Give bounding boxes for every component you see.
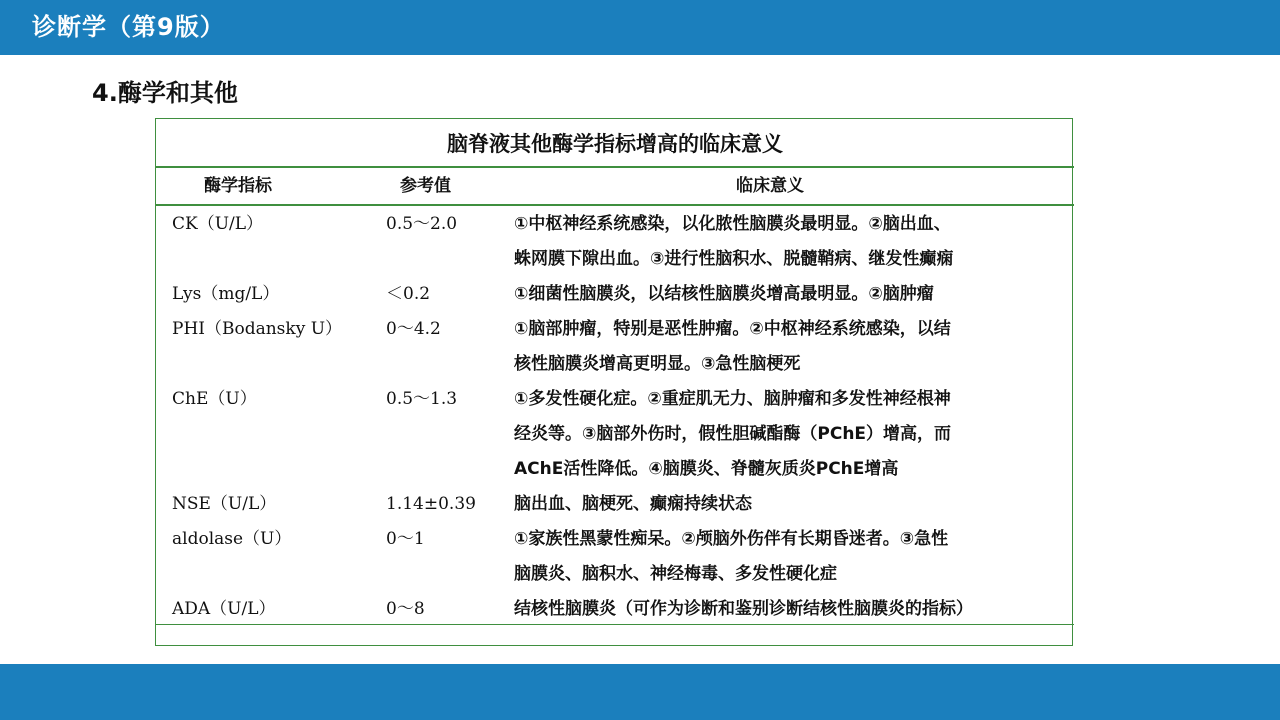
row-significance-line: 蛛网膜下隙出血。③进行性脑积水、脱髓鞘病、继发性癫痫 <box>514 249 954 269</box>
table-rule-header <box>156 204 1074 206</box>
bottom-banner <box>0 664 1280 720</box>
book-title: 诊断学（第9版） <box>32 13 225 41</box>
top-banner <box>0 0 1280 55</box>
row-significance-line: ①细菌性脑膜炎，以结核性脑膜炎增高最明显。②脑肿瘤 <box>514 284 934 304</box>
row-significance-line: 核性脑膜炎增高更明显。③急性脑梗死 <box>514 354 801 374</box>
row-significance-line: ①多发性硬化症。②重症肌无力、脑肿瘤和多发性神经根神 <box>514 389 951 409</box>
row-significance-line: 脑膜炎、脑积水、神经梅毒、多发性硬化症 <box>514 564 837 584</box>
column-header-reference: 参考值 <box>400 176 451 196</box>
row-reference: 0～4.2 <box>386 319 441 339</box>
row-significance-line: 经炎等。③脑部外伤时，假性胆碱酯酶（PChE）增高，而 <box>514 424 952 444</box>
row-reference: 0～8 <box>386 599 425 619</box>
row-significance-line: AChE活性降低。④脑膜炎、脊髓灰质炎PChE增高 <box>514 459 899 479</box>
row-significance-line: ①家族性黑蒙性痴呆。②颅脑外伤伴有长期昏迷者。③急性 <box>514 529 949 549</box>
table-caption: 脑脊液其他酶学指标增高的临床意义 <box>447 132 783 156</box>
row-significance-line: ①中枢神经系统感染，以化脓性脑膜炎最明显。②脑出血、 <box>514 214 951 234</box>
row-reference: 1.14±0.39 <box>386 494 476 514</box>
row-significance-line: 结核性脑膜炎（可作为诊断和鉴别诊断结核性脑膜炎的指标） <box>514 599 973 619</box>
row-reference: ＜0.2 <box>386 284 431 304</box>
enzyme-table <box>155 118 1073 646</box>
row-reference: 0.5～1.3 <box>386 389 458 409</box>
row-reference: 0～1 <box>386 529 425 549</box>
table-rule-top <box>156 166 1074 168</box>
column-header-indicator: 酶学指标 <box>204 176 272 196</box>
row-indicator: aldolase（U） <box>172 529 292 549</box>
row-significance-line: ①脑部肿瘤，特别是恶性肿瘤。②中枢神经系统感染，以结 <box>514 319 951 339</box>
row-indicator: ADA（U/L） <box>172 599 276 619</box>
row-indicator: ChE（U） <box>172 389 257 409</box>
row-indicator: PHI（Bodansky U） <box>172 319 343 339</box>
row-indicator: CK（U/L） <box>172 214 264 234</box>
section-heading: 4.酶学和其他 <box>92 79 238 107</box>
row-indicator: Lys（mg/L） <box>172 284 280 304</box>
column-header-significance: 临床意义 <box>736 176 804 196</box>
table-rule-bottom <box>156 624 1074 625</box>
row-significance-line: 脑出血、脑梗死、癫痫持续状态 <box>514 494 752 514</box>
row-reference: 0.5～2.0 <box>386 214 458 234</box>
row-indicator: NSE（U/L） <box>172 494 277 514</box>
